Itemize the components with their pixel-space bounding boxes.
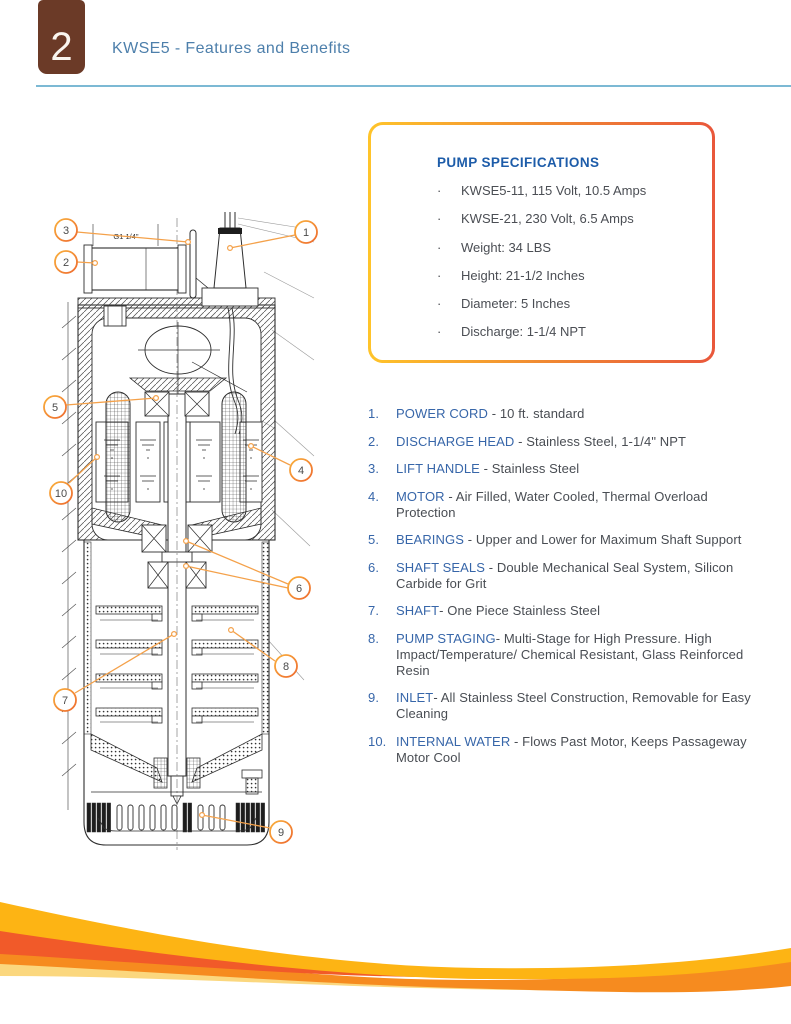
feature-item-8: 8. PUMP STAGING- Multi-Stage for High Pressure. High Impact/Temperature/ Chemical Resistant, Glass Reinforced Resin — [368, 630, 744, 678]
feature-keyword: INLET — [396, 690, 434, 705]
callout-4 — [290, 459, 312, 481]
feature-item-9: 9. INLET- All Stainless Steel Construction, Removable for Easy Cleaning — [368, 690, 751, 721]
svg-text:10: 10 — [54, 488, 68, 500]
spec-list — [437, 184, 694, 340]
feature-keyword: LIFT HANDLE — [396, 461, 480, 476]
callout-7 — [54, 689, 76, 711]
feature-desc: - Upper and Lower for Maximum Shaft Support — [463, 532, 742, 547]
spec-item: · KWSE-21, 230 Volt, 6.5 Amps — [437, 211, 634, 227]
dimension-ticks — [62, 302, 76, 810]
feature-desc: - 10 ft. standard — [488, 406, 585, 421]
feature-desc: - All Stainless Steel Construction, Removable for Easy Cleaning — [396, 690, 751, 721]
upper-bearing — [130, 378, 226, 391]
feature-desc: - Multi-Stage for High Pressure. High Impact/Temperature/ Chemical Resistant, Glass Reinforced Resin — [396, 630, 744, 678]
callout-1 — [295, 221, 317, 243]
bullet-marker: · — [437, 267, 442, 283]
feature-item-4: 4. MOTOR - Air Filled, Water Cooled, Thermal Overload Protection — [368, 488, 708, 520]
feature-item-7: 7. SHAFT- One Piece Stainless Steel — [368, 603, 601, 618]
page-title: KWSE5 - Features and Benefits — [112, 40, 351, 57]
pump-cross-section-svg — [42, 210, 352, 860]
bullet-marker: · — [437, 239, 442, 255]
feature-keyword: PUMP STAGING — [396, 630, 496, 646]
page-number: 2 — [50, 25, 73, 69]
feature-item-3: 3. LIFT HANDLE - Stainless Steel — [368, 461, 580, 476]
feature-keyword: POWER CORD — [396, 406, 488, 421]
footer-wave-graphic — [0, 884, 791, 1024]
spec-item: · Discharge: 1-1/4 NPT — [437, 324, 586, 340]
svg-text:9: 9 — [277, 827, 285, 839]
feature-keyword: MOTOR — [396, 488, 445, 504]
pump-specifications-inner — [371, 125, 712, 360]
spec-title: PUMP SPECIFICATIONS — [437, 155, 600, 170]
power-cord-entry — [202, 212, 258, 306]
feature-desc: - Air Filled, Water Cooled, Thermal Overload Protection — [396, 488, 708, 520]
header-divider — [36, 85, 791, 87]
feature-keyword: INTERNAL WATER — [396, 733, 511, 749]
spec-item: · KWSE5-11, 115 Volt, 10.5 Amps — [437, 183, 647, 198]
svg-text:2: 2 — [62, 257, 70, 269]
feature-item-1: 1. POWER CORD - 10 ft. standard — [368, 406, 585, 421]
callout-8 — [275, 655, 297, 677]
callout-2 — [55, 251, 77, 273]
feature-keyword: BEARINGS — [396, 532, 464, 547]
spec-item: · Diameter: 5 Inches — [437, 296, 571, 312]
svg-text:6: 6 — [295, 583, 303, 595]
bullet-marker: · — [437, 183, 442, 198]
bullet-marker: · — [437, 324, 442, 340]
feature-item-5: 5. BEARINGS - Upper and Lower for Maximum Shaft Support — [368, 532, 742, 547]
callout-10 — [50, 482, 72, 504]
callout-9 — [270, 821, 292, 843]
svg-text:4: 4 — [297, 465, 305, 477]
feature-keyword: DISCHARGE HEAD — [396, 433, 515, 449]
feature-keyword: SHAFT — [396, 603, 440, 618]
callout-3 — [55, 219, 77, 241]
feature-desc: - Double Mechanical Seal System, Silicon Carbide for Grit — [396, 559, 734, 591]
feature-item-10: 10. INTERNAL WATER - Flows Past Motor, Keeps Passageway Motor Cool — [368, 733, 747, 765]
bullet-marker: · — [437, 211, 442, 227]
feature-desc: - Stainless Steel — [479, 461, 580, 476]
svg-text:1: 1 — [302, 227, 310, 239]
page-number-badge — [38, 0, 85, 74]
svg-text:3: 3 — [62, 225, 70, 237]
features-list — [368, 406, 782, 777]
feature-desc: - Flows Past Motor, Keeps Passageway Motor Cool — [396, 733, 747, 765]
feature-desc: - Stainless Steel, 1-1/4" NPT — [514, 433, 687, 449]
svg-text:8: 8 — [282, 661, 290, 673]
spec-item: · Weight: 34 LBS — [437, 239, 552, 255]
feature-item-2: 2. DISCHARGE HEAD - Stainless Steel, 1-1/4" NPT — [368, 433, 687, 449]
feature-desc: - One Piece Stainless Steel — [439, 603, 601, 618]
feature-keyword: SHAFT SEALS — [396, 559, 486, 575]
thread-size-label: G1 1/4" — [113, 232, 139, 241]
pump-diagram — [42, 210, 352, 860]
svg-text:7: 7 — [61, 695, 69, 707]
pump-specifications-box — [368, 122, 715, 363]
spec-item: · Height: 21-1/2 Inches — [437, 267, 585, 283]
callout-5 — [44, 396, 66, 418]
svg-text:5: 5 — [51, 402, 59, 414]
callout-6 — [288, 577, 310, 599]
bullet-marker: · — [437, 296, 442, 312]
feature-item-6: 6. SHAFT SEALS - Double Mechanical Seal System, Silicon Carbide for Grit — [368, 559, 734, 591]
